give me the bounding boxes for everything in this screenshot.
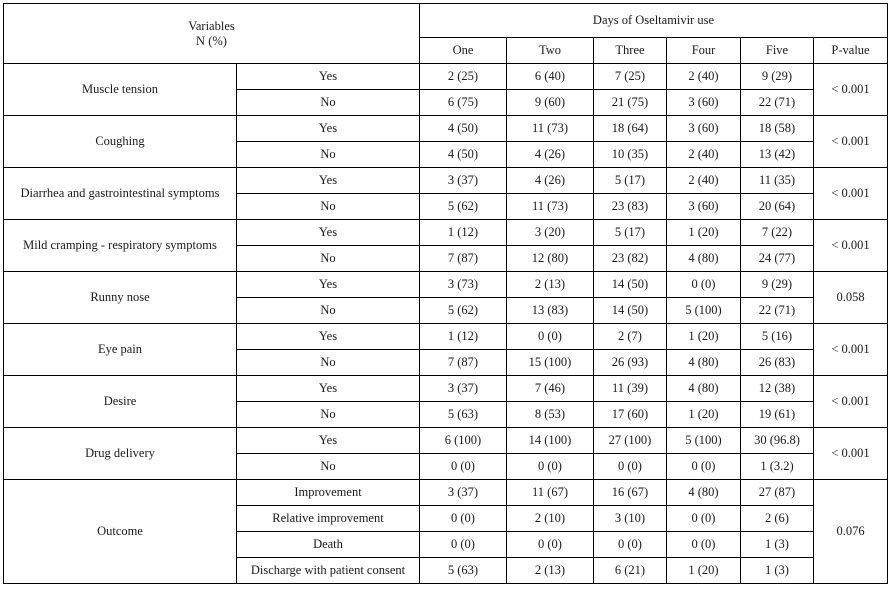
cell-value: 4 (26) [507, 168, 594, 194]
cell-value: 0 (0) [594, 532, 667, 558]
table-row [4, 324, 888, 350]
cell-value: 1 (20) [667, 324, 741, 350]
cell-value: 9 (60) [507, 90, 594, 116]
variable-name: Drug delivery [4, 428, 237, 480]
cell-value: 3 (60) [667, 90, 741, 116]
cell-value: 3 (37) [420, 376, 507, 402]
cell-value: 26 (83) [741, 350, 814, 376]
cell-value: 14 (50) [594, 272, 667, 298]
cell-value: 1 (3.2) [741, 454, 814, 480]
results-table [3, 3, 888, 584]
cell-value: 5 (16) [741, 324, 814, 350]
cell-value: 0 (0) [594, 454, 667, 480]
variable-name: Desire [4, 376, 237, 428]
column-header-two: Two [507, 38, 594, 64]
cell-value: 11 (35) [741, 168, 814, 194]
cell-value: 19 (61) [741, 402, 814, 428]
variable-name: Runny nose [4, 272, 237, 324]
p-value: < 0.001 [814, 168, 888, 220]
cell-value: 0 (0) [507, 532, 594, 558]
p-value: < 0.001 [814, 64, 888, 116]
group-header: Days of Oseltamivir use [420, 4, 888, 38]
cell-value: 3 (20) [507, 220, 594, 246]
table-row [4, 376, 888, 402]
cell-value: 27 (100) [594, 428, 667, 454]
cell-value: 2 (7) [594, 324, 667, 350]
cell-value: 11 (73) [507, 194, 594, 220]
variable-level: No [237, 298, 420, 324]
variable-level: No [237, 194, 420, 220]
variable-level: No [237, 454, 420, 480]
cell-value: 6 (75) [420, 90, 507, 116]
variable-level: No [237, 246, 420, 272]
cell-value: 1 (20) [667, 558, 741, 584]
cell-value: 5 (62) [420, 194, 507, 220]
variable-level: Yes [237, 376, 420, 402]
cell-value: 7 (46) [507, 376, 594, 402]
cell-value: 4 (80) [667, 246, 741, 272]
cell-value: 9 (29) [741, 272, 814, 298]
p-value: < 0.001 [814, 324, 888, 376]
p-value: 0.076 [814, 480, 888, 584]
variable-level: Discharge with patient consent [237, 558, 420, 584]
cell-value: 0 (0) [667, 272, 741, 298]
variable-name: Mild cramping - respiratory symptoms [4, 220, 237, 272]
cell-value: 2 (13) [507, 272, 594, 298]
cell-value: 1 (3) [741, 532, 814, 558]
cell-value: 0 (0) [667, 532, 741, 558]
cell-value: 7 (25) [594, 64, 667, 90]
cell-value: 18 (64) [594, 116, 667, 142]
cell-value: 22 (71) [741, 90, 814, 116]
cell-value: 13 (83) [507, 298, 594, 324]
variable-level: No [237, 402, 420, 428]
cell-value: 2 (40) [667, 64, 741, 90]
cell-value: 13 (42) [741, 142, 814, 168]
variable-name: Outcome [4, 480, 237, 584]
cell-value: 0 (0) [507, 454, 594, 480]
cell-value: 11 (73) [507, 116, 594, 142]
cell-value: 5 (100) [667, 428, 741, 454]
cell-value: 4 (80) [667, 480, 741, 506]
variable-level: Yes [237, 116, 420, 142]
column-header-one: One [420, 38, 507, 64]
cell-value: 3 (73) [420, 272, 507, 298]
cell-value: 3 (60) [667, 194, 741, 220]
cell-value: 5 (63) [420, 402, 507, 428]
cell-value: 9 (29) [741, 64, 814, 90]
cell-value: 7 (87) [420, 350, 507, 376]
table-row [4, 272, 888, 298]
variable-level: Yes [237, 428, 420, 454]
cell-value: 27 (87) [741, 480, 814, 506]
p-value: < 0.001 [814, 428, 888, 480]
variable-level: Yes [237, 168, 420, 194]
cell-value: 5 (63) [420, 558, 507, 584]
variable-level: Relative improvement [237, 506, 420, 532]
cell-value: 22 (71) [741, 298, 814, 324]
cell-value: 3 (37) [420, 168, 507, 194]
cell-value: 16 (67) [594, 480, 667, 506]
cell-value: 14 (50) [594, 298, 667, 324]
table-row [4, 168, 888, 194]
cell-value: 11 (67) [507, 480, 594, 506]
column-header-three: Three [594, 38, 667, 64]
cell-value: 4 (26) [507, 142, 594, 168]
cell-value: 5 (100) [667, 298, 741, 324]
variable-level: No [237, 350, 420, 376]
table-row [4, 116, 888, 142]
cell-value: 8 (53) [507, 402, 594, 428]
cell-value: 4 (80) [667, 350, 741, 376]
variables-header [4, 4, 420, 64]
cell-value: 6 (21) [594, 558, 667, 584]
cell-value: 23 (82) [594, 246, 667, 272]
cell-value: 10 (35) [594, 142, 667, 168]
cell-value: 23 (83) [594, 194, 667, 220]
column-header-five: Five [741, 38, 814, 64]
variable-level: No [237, 90, 420, 116]
cell-value: 0 (0) [667, 506, 741, 532]
variable-name: Muscle tension [4, 64, 237, 116]
variable-name: Eye pain [4, 324, 237, 376]
table-row [4, 64, 888, 90]
cell-value: 26 (93) [594, 350, 667, 376]
variable-level: Yes [237, 220, 420, 246]
cell-value: 1 (12) [420, 220, 507, 246]
cell-value: 20 (64) [741, 194, 814, 220]
cell-value: 12 (38) [741, 376, 814, 402]
cell-value: 1 (20) [667, 220, 741, 246]
p-value: 0.058 [814, 272, 888, 324]
cell-value: 4 (50) [420, 142, 507, 168]
column-header-p-value: P-value [814, 38, 888, 64]
variable-name: Diarrhea and gastrointestinal symptoms [4, 168, 237, 220]
cell-value: 1 (12) [420, 324, 507, 350]
cell-value: 0 (0) [667, 454, 741, 480]
cell-value: 2 (10) [507, 506, 594, 532]
table-row [4, 480, 888, 506]
cell-value: 6 (100) [420, 428, 507, 454]
variable-level: Yes [237, 64, 420, 90]
variable-level: Yes [237, 272, 420, 298]
cell-value: 18 (58) [741, 116, 814, 142]
cell-value: 6 (40) [507, 64, 594, 90]
cell-value: 11 (39) [594, 376, 667, 402]
variable-level: Yes [237, 324, 420, 350]
cell-value: 3 (37) [420, 480, 507, 506]
cell-value: 15 (100) [507, 350, 594, 376]
cell-value: 2 (6) [741, 506, 814, 532]
cell-value: 0 (0) [507, 324, 594, 350]
cell-value: 7 (87) [420, 246, 507, 272]
cell-value: 1 (20) [667, 402, 741, 428]
cell-value: 3 (60) [667, 116, 741, 142]
variables-label: Variables [188, 18, 235, 33]
cell-value: 2 (40) [667, 142, 741, 168]
cell-value: 5 (17) [594, 168, 667, 194]
cell-value: 5 (17) [594, 220, 667, 246]
table-row [4, 220, 888, 246]
p-value: < 0.001 [814, 116, 888, 168]
cell-value: 12 (80) [507, 246, 594, 272]
cell-value: 4 (80) [667, 376, 741, 402]
column-header-four: Four [667, 38, 741, 64]
cell-value: 30 (96.8) [741, 428, 814, 454]
cell-value: 21 (75) [594, 90, 667, 116]
cell-value: 0 (0) [420, 454, 507, 480]
cell-value: 2 (13) [507, 558, 594, 584]
cell-value: 0 (0) [420, 506, 507, 532]
cell-value: 17 (60) [594, 402, 667, 428]
cell-value: 24 (77) [741, 246, 814, 272]
cell-value: 2 (25) [420, 64, 507, 90]
cell-value: 3 (10) [594, 506, 667, 532]
variable-level: No [237, 142, 420, 168]
cell-value: 4 (50) [420, 116, 507, 142]
n-percent-label: N (%) [196, 33, 227, 48]
cell-value: 1 (3) [741, 558, 814, 584]
variable-level: Improvement [237, 480, 420, 506]
p-value: < 0.001 [814, 376, 888, 428]
variable-level: Death [237, 532, 420, 558]
table-row [4, 428, 888, 454]
header-row-1 [4, 4, 888, 38]
cell-value: 14 (100) [507, 428, 594, 454]
cell-value: 5 (62) [420, 298, 507, 324]
cell-value: 7 (22) [741, 220, 814, 246]
cell-value: 2 (40) [667, 168, 741, 194]
variable-name: Coughing [4, 116, 237, 168]
p-value: < 0.001 [814, 220, 888, 272]
cell-value: 0 (0) [420, 532, 507, 558]
